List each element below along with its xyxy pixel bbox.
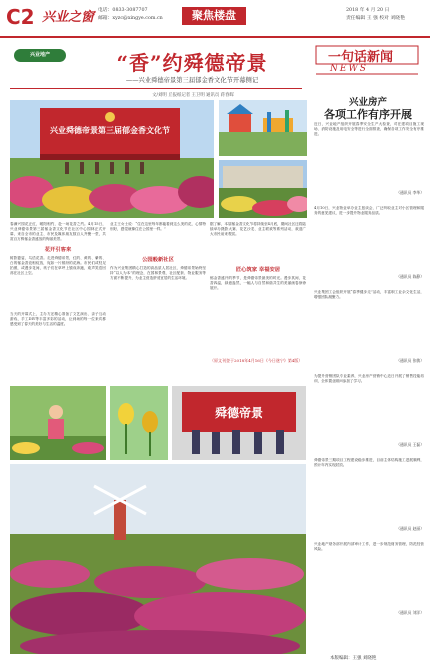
news-item bbox=[314, 290, 424, 374]
news-item-text: 近日，兴业地产组织开展春季安全生产大检查，对在建项目施工现场、消防设施及用电安全等进行全面排查，确保各项工作安全有序推进。 bbox=[314, 122, 424, 136]
byline: 文/刘明 丘报纸记者 王卫明 通讯员 蒋春晖 bbox=[152, 93, 234, 98]
news-item-text: 兴业集团工会组织开展“春季健步走”活动，丰富职工业余文化生活，增强团队凝聚力。 bbox=[314, 290, 424, 299]
news-item-signature: （通讯员 王磊） bbox=[396, 442, 424, 447]
news-item-signature: （通讯员 赵丽） bbox=[396, 526, 424, 531]
article-paragraph: 业主王女士说：“住在这里每年都能看到这么美的花，心情特别好，感觉就像住在公园里一样。” bbox=[110, 222, 206, 231]
news-item bbox=[314, 374, 424, 458]
column-story-title: 各项工作有序开展 bbox=[324, 108, 412, 121]
news-item-text: 兴业地产财务部开展内部审计工作，进一步规范财务管理，防范经营风险。 bbox=[314, 542, 424, 551]
page-editor-credit: 本版编辑：王强 刘晓艳 bbox=[330, 656, 377, 661]
news-items bbox=[314, 122, 424, 652]
column-story-kicker: 兴业房产 bbox=[348, 97, 387, 108]
article-column-3 bbox=[210, 222, 306, 382]
visitors-photo bbox=[172, 386, 306, 460]
news-item bbox=[314, 206, 424, 290]
garden-photo bbox=[219, 160, 307, 218]
board-text: 舜德帝景 bbox=[214, 406, 264, 420]
news-column-en: NEWS bbox=[330, 64, 368, 74]
article-column-1 bbox=[10, 222, 106, 382]
article-paragraph: 据了解，本届郁金香文化节将持续至4月底，期间社区还将陆续举办摄影大赛、花艺沙龙、业主联欢等系列活动，欢迎广大市民前来观赏。 bbox=[210, 222, 306, 236]
news-item-text: 舜德帝景三期项目工程建设稳步推进，目前主体结构施工进展顺利，预计年内实现封顶。 bbox=[314, 458, 424, 467]
section-subtitle: 公园般新社区 bbox=[142, 257, 174, 263]
child-photo bbox=[10, 386, 106, 460]
email-text: 邮箱：xyzc@xingye.com.cn bbox=[98, 16, 163, 21]
windmill-photo bbox=[10, 464, 306, 654]
banner-text: 兴业舜德帝景第三届郁金香文化节 bbox=[50, 126, 170, 135]
headline: “香”约舜德帝景 bbox=[116, 51, 268, 75]
divider bbox=[10, 88, 302, 89]
editors-text: 责任编辑 王 强 校对 刘晓艳 bbox=[346, 16, 405, 21]
playground-photo bbox=[219, 100, 307, 156]
article-paragraph: 春满兴园花正红，暖阳相约，赴一场花香之约。4月15日，兴业舜德帝景第三届郁金香文化节在社区中心园林正式开幕，来自全市的业主、市民及媒体朋友数百人齐聚一堂，共赏百万株郁金香盛放的绚丽美景。 bbox=[10, 222, 106, 241]
news-item-text: 4月10日，兴业物业举办业主恳谈会，广泛听取业主对小区管理和服务的意见建议，进一步提升物业服务品质。 bbox=[314, 206, 424, 215]
masthead bbox=[0, 0, 430, 38]
news-item-signature: （通讯员 李华） bbox=[396, 190, 424, 195]
news-item-signature: （通讯员 刘洋） bbox=[396, 610, 424, 615]
news-column-title: 一句话新闻 bbox=[328, 50, 394, 65]
section-subtitle: 花开引客来 bbox=[44, 247, 72, 253]
article-paragraph: 树影婆娑，鸟语花香。走进舜德帝景，红的、黄的、紫的、白的郁金香竞相绽放，宛如一片缤纷的花海。市民们或驻足拍照，或漫步花间，孩子们在草坪上嬉戏奔跑，欢声笑语回荡在社区上空。 bbox=[10, 256, 106, 275]
news-item-text: 为提升营销团队专业素养，兴业房产营销中心近日开展了销售技能培训，全体置业顾问参加了学习。 bbox=[314, 374, 424, 383]
page-number: C2 bbox=[6, 5, 35, 29]
date-block bbox=[346, 7, 405, 23]
section-subtitle: 匠心筑家 幸福安居 bbox=[235, 267, 281, 273]
section-tag: 聚焦楼盘 bbox=[182, 7, 246, 25]
paper-logo: 兴业之窗 bbox=[42, 10, 95, 25]
news-item-signature: （通讯员 张敏） bbox=[396, 358, 424, 363]
hero-photo bbox=[10, 100, 214, 218]
article-paragraph: 当天的开幕式上，主办方还精心准备了文艺演出、亲子互动游戏、手工DIY等丰富多彩的活动，让到场的每一位来宾都感受到了春天的美好与生活的温度。 bbox=[10, 312, 106, 326]
article-paragraph: 郁金香盛开的季节，是舜德帝景最美的时光。漫步其间，花香四溢，绿意盎然，一幅人与自然和谐共生的美丽画卷徐徐展开。 bbox=[210, 276, 306, 290]
issue-date: 2018 年 4 月 20 日 bbox=[346, 8, 390, 13]
reprint-note: （原文刊登于2018年4月16日《今日遂宁》第4版） bbox=[210, 358, 303, 363]
news-item-signature: （通讯员 陈静） bbox=[396, 274, 424, 279]
subheadline: ——兴业舜德帝景第三届郁金香文化节开幕侧记 bbox=[125, 77, 259, 84]
phone-text: 电话：0833-3087707 bbox=[98, 8, 148, 13]
news-item bbox=[314, 542, 424, 626]
tulip-closeup-photo bbox=[110, 386, 168, 460]
news-item bbox=[314, 122, 424, 206]
article-paragraph: 作为兴业集团精心打造的高品质人居社区，舜德帝景始终坚持“以人为本”的理念，在园林景观、社区配套、物业服务等方面不断提升，为业主营造舒适宜居的生活环境。 bbox=[110, 266, 206, 280]
contact-info bbox=[98, 7, 163, 23]
news-item bbox=[314, 458, 424, 542]
article-column-2 bbox=[110, 222, 206, 382]
company-logo: 兴业地产 bbox=[14, 49, 66, 62]
